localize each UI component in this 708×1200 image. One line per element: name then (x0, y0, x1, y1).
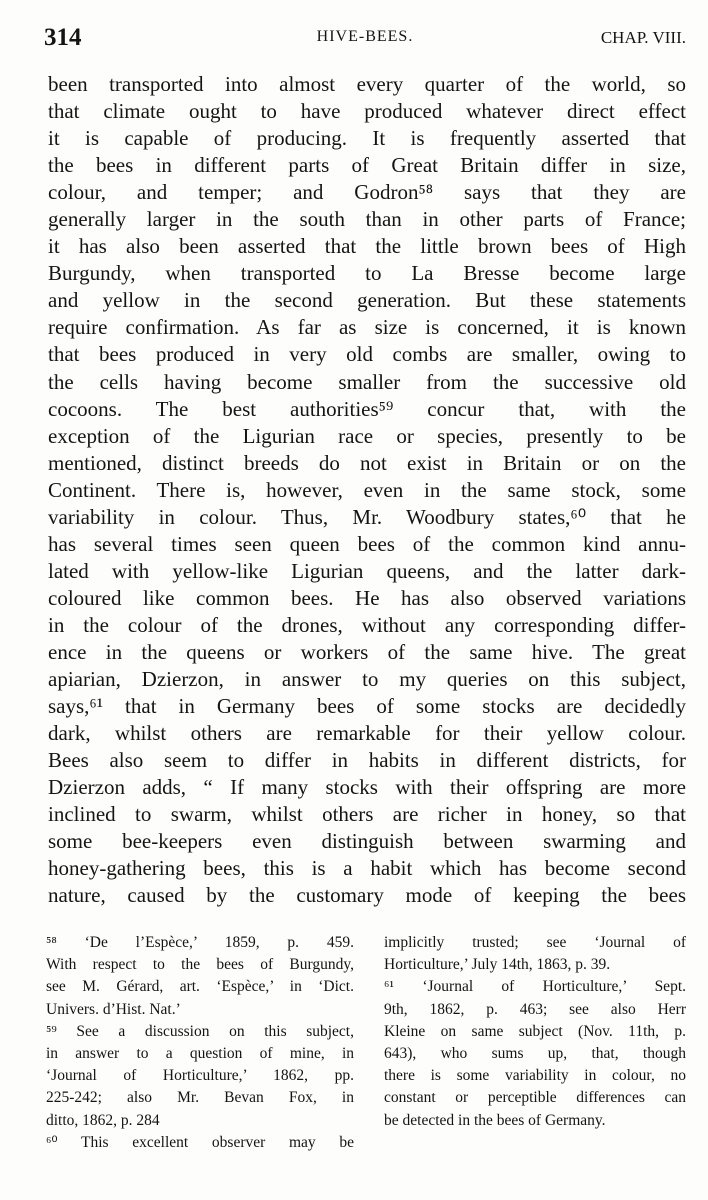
text-line: the bees in different parts of Great Britain differ in size, (48, 153, 686, 178)
text-line: variability in colour. Thus, Mr. Woodbury states,⁶⁰ that he (48, 504, 686, 529)
text-line: ence in the queens or workers of the same hive. The great (48, 639, 686, 664)
footnote-line: ⁶¹ ‘Journal of Horticulture,’ Sept. (384, 978, 686, 996)
text-line: the cells having become smaller from the successive old (48, 369, 686, 394)
footnote-line: 643), who sums up, that, though (384, 1044, 686, 1062)
footnote-line: be detected in the bees of Germany. (384, 1111, 606, 1129)
body-text (48, 71, 686, 909)
footnote-line: ditto, 1862, p. 284 (46, 1111, 160, 1129)
footnote-line: implicitly trusted; see ‘Journal of (384, 934, 686, 951)
text-line: coloured like common bees. He has also observed variations (48, 585, 686, 610)
footnotes-right-column (384, 932, 686, 1132)
text-line: and yellow in the second generation. But these statements (48, 288, 686, 313)
footnote-line: Univers. d’Hist. Nat.’ (46, 1000, 181, 1018)
footnote-line: Kleine on same subject (Nov. 11th, p. (384, 1022, 686, 1040)
footnote-line: in answer to a question of mine, in (46, 1044, 354, 1062)
text-line: inclined to swarm, whilst others are richer in honey, so that (48, 802, 686, 827)
text-line: apiarian, Dzierzon, in answer to my queries on this subject, (48, 667, 686, 692)
running-header (44, 22, 686, 56)
text-line: Bees also seem to differ in habits in different districts, for (48, 748, 686, 773)
text-line: dark, whilst others are remarkable for their yellow colour. (48, 721, 686, 746)
text-line: has several times seen queen bees of the common kind annu- (48, 531, 686, 556)
text-line: lated with yellow-like Ligurian queens, and the latter dark- (48, 558, 686, 583)
page-number: 314 (44, 24, 82, 51)
text-line: says,⁶¹ that in Germany bees of some stocks are decidedly (48, 694, 686, 719)
text-line: exception of the Ligurian race or species, presently to be (48, 423, 686, 448)
footnote-line: there is some variability in colour, no (384, 1067, 686, 1085)
text-line: require confirmation. As far as size is concerned, it is known (48, 315, 686, 340)
text-line: that climate ought to have produced whatever direct effect (48, 99, 686, 124)
text-line: that bees produced in very old combs are smaller, owing to (48, 342, 686, 367)
text-line: it is capable of producing. It is frequently asserted that (48, 126, 686, 151)
text-line: nature, caused by the customary mode of keeping the bees (48, 883, 686, 908)
text-line: been transported into almost every quarter of the world, so (48, 72, 686, 96)
footnote-line: 225-242; also Mr. Bevan Fox, in (46, 1089, 354, 1107)
footnote-line: ‘Journal of Horticulture,’ 1862, pp. (46, 1067, 354, 1085)
footnote-line: ⁵⁸ ‘De l’Espèce,’ 1859, p. 459. (46, 934, 354, 951)
text-line: in the colour of the drones, without any corresponding differ- (48, 612, 686, 637)
text-line: colour, and temper; and Godron⁵⁸ says that they are (48, 180, 686, 205)
text-line: honey-gathering bees, this is a habit which has become second (48, 856, 686, 881)
text-line: it has also been asserted that the little brown bees of High (48, 234, 686, 259)
text-line: Dzierzon adds, “ If many stocks with their offspring are more (48, 775, 686, 800)
footnote-line: constant or perceptible differences can (384, 1089, 686, 1107)
text-line: some bee-keepers even distinguish between swarming and (48, 829, 686, 854)
text-line: mentioned, distinct breeds do not exist in Britain or on the (48, 450, 686, 475)
footnote-line: ⁶⁰ This excellent observer may be (46, 1133, 354, 1151)
text-line: Burgundy, when transported to La Bresse become large (48, 261, 686, 286)
footnote-line: 9th, 1862, p. 463; see also Herr (384, 1000, 686, 1018)
text-line: generally larger in the south than in other parts of France; (48, 207, 686, 232)
running-title: HIVE-BEES. (316, 28, 414, 45)
footnote-line: see M. Gérard, art. ‘Espèce,’ in ‘Dict. (46, 978, 354, 996)
chapter-label: CHAP. VIII. (600, 28, 686, 47)
footnote-line: Horticulture,’ July 14th, 1863, p. 39. (384, 956, 611, 974)
footnotes-left-column (46, 932, 354, 1154)
text-line: cocoons. The best authorities⁵⁹ concur that, with the (48, 396, 686, 421)
footnote-line: With respect to the bees of Burgundy, (46, 956, 354, 974)
text-line: Continent. There is, however, even in the same stock, some (48, 477, 686, 502)
footnote-line: ⁵⁹ See a discussion on this subject, (46, 1022, 354, 1040)
